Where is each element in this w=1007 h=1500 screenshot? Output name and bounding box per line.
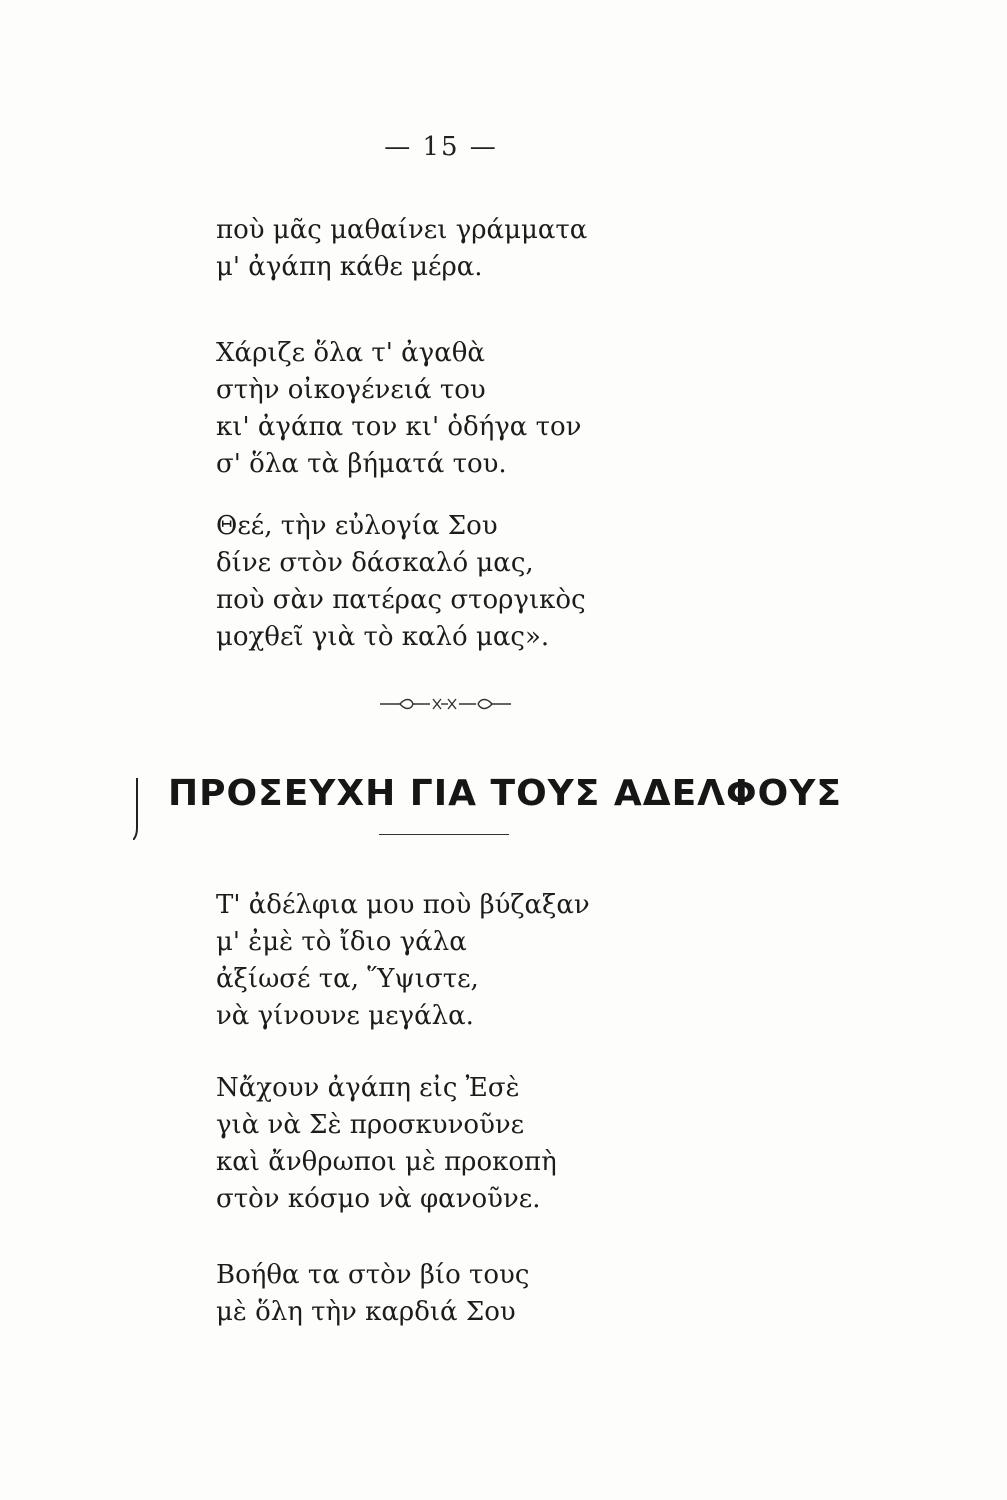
page-number: — 15 — — [384, 132, 498, 162]
poem1-stanza-1 — [216, 212, 776, 286]
poem-line: δίνε στὸν δάσκαλό μας, — [216, 548, 534, 578]
poem-line: Βοήθα τα στὸν βίο τους — [216, 1260, 530, 1290]
poem-title: ΠΡΟΣΕΥΧΗ ΓΙΑ ΤΟΥΣ ΑΔΕΛΦΟΥΣ — [168, 773, 842, 814]
poem1-stanza-3 — [216, 508, 776, 656]
decorative-divider-ornament-icon — [378, 694, 513, 714]
poem2-stanza-1 — [216, 887, 776, 1035]
poem-line: ποὺ σὰν πατέρας στοργικὸς — [216, 585, 586, 615]
poem-line: κι' ἀγάπα τον κι' ὁδήγα τον — [216, 412, 582, 442]
poem-line: μ' ἀγάπη κάθε μέρα. — [216, 252, 483, 282]
poem-line: στὸν κόσμο νὰ φανοῦνε. — [216, 1184, 541, 1214]
title-underline-rule — [379, 834, 509, 835]
poem-line: ἀξίωσέ τα, Ὕψιστε, — [216, 964, 479, 994]
poem-line: μὲ ὅλη τὴν καρδιά Σου — [216, 1297, 516, 1327]
poem-line: καὶ ἄνθρωποι μὲ προκοπὴ — [216, 1147, 557, 1177]
poem1-stanza-2 — [216, 335, 776, 483]
poem2-stanza-2 — [216, 1070, 776, 1218]
margin-pencil-mark — [133, 778, 139, 840]
poem-line: ποὺ μᾶς μαθαίνει γράμματα — [216, 215, 588, 245]
poem-line: νὰ γίνουνε μεγάλα. — [216, 1001, 474, 1031]
poem-line: μ' ἐμὲ τὸ ἴδιο γάλα — [216, 927, 467, 957]
poem-line: στὴν οἰκογένειά του — [216, 375, 486, 405]
poem-line: Χάριζε ὅλα τ' ἀγαθὰ — [216, 338, 485, 368]
poem-line: Θεέ, τὴν εὐλογία Σου — [216, 511, 498, 541]
poem-line: μοχθεῖ γιὰ τὸ καλό μας». — [216, 622, 550, 652]
poem-line: Τ' ἀδέλφια μου ποὺ βύζαξαν — [216, 890, 590, 920]
poem-line: γιὰ νὰ Σὲ προσκυνοῦνε — [216, 1110, 525, 1140]
poem-line: σ' ὅλα τὰ βήματά του. — [216, 449, 507, 479]
poem-line: Νἄχουν ἀγάπη εἰς Ἐσὲ — [216, 1073, 520, 1103]
poem2-stanza-3 — [216, 1257, 776, 1331]
